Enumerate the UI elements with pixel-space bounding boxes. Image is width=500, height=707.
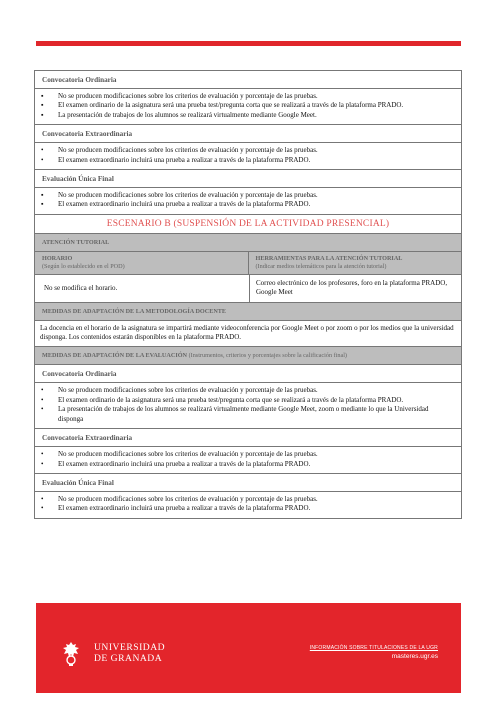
list-item: ▪ No se producen modificaciones sobre los criterios de evaluación y porcentaje de las pruebas. [41,191,455,200]
section-title-unica-b: Evaluación Única Final [35,474,461,492]
footer-banner [36,603,461,693]
section-body-extraordinaria-a [35,143,461,170]
section-title-unica-a: Evaluación Única Final [35,170,461,188]
list-item: ▪ El examen extraordinario incluirá una prueba a realizar a través de la plataforma PRADO. [41,200,455,209]
list-item: • El examen ordinario de la asignatura será una prueba test/pregunta corta que se realizará a través de la plataforma PRADO. [41,396,455,405]
list-item: • El examen extraordinario incluirá una prueba a realizar a través de la plataforma PRADO. [41,504,455,513]
horario-value: No se modifica el horario. [35,275,250,302]
section-title-ordinaria-a: Convocatoria Ordinaria [35,71,461,89]
footer-info [310,645,438,660]
section-title-extraordinaria-a: Convocatoria Extraordinaria [35,125,461,143]
footer-website-link[interactable]: masteres.ugr.es [391,653,438,660]
escenario-b-heading: ESCENARIO B (SUSPENSIÓN DE LA ACTIVIDAD PRESENCIAL) [35,215,461,234]
herramientas-value: Correo electrónico de los profesores, foro en la plataforma PRADO, Google Meet [256,278,448,297]
herramientas-header [249,252,462,274]
list-item: • La presentación de trabajos de los alumnos se realizará virtualmente mediante Google Meet, zoom o mediante lo que la Universidad disponga [41,405,455,424]
atencion-header-row [35,252,461,275]
horario-title: HORARIO [42,254,73,262]
section-body-unica-a [35,188,461,215]
logo-line-2: DE GRANADA [94,652,163,664]
section-title-ordinaria-b: Convocatoria Ordinaria [35,365,461,383]
top-accent-bar [36,41,461,46]
herramientas-subtitle: (Indicar medios telemáticos para la atención tutorial) [255,262,387,270]
atencion-value-row [35,275,461,303]
list-item: • No se producen modificaciones sobre los criterios de evaluación y porcentaje de las pruebas. [41,146,455,155]
evaluacion-heading [35,347,461,365]
university-crest-icon [60,641,82,667]
guide-table [34,70,462,519]
footer-info-link[interactable]: INFORMACIÓN SOBRE TITULACIONES DE LA UGR [309,645,438,651]
list-item: • No se producen modificaciones sobre los criterios de evaluación y porcentaje de las pruebas. [41,495,455,504]
university-logo-text [94,643,165,664]
section-body-ordinaria-b [35,383,461,429]
list-item: • El examen extraordinario incluirá una prueba a realizar a través de la plataforma PRADO. [41,460,455,469]
atencion-tutorial-heading: ATENCIÓN TUTORIAL [35,234,461,252]
evaluacion-title: MEDIDAS DE ADAPTACIÓN DE LA EVALUACIÓN [42,352,188,360]
herramientas-title: HERRAMIENTAS PARA LA ATENCIÓN TUTORIAL [255,254,403,262]
horario-header [35,252,249,274]
list-item: • No se producen modificaciones sobre los criterios de evaluación y porcentaje de las pruebas. [41,450,455,459]
section-body-unica-b [35,492,461,518]
list-item: • No se producen modificaciones sobre los criterios de evaluación y porcentaje de las pruebas. [41,386,455,395]
list-item: ▪ La presentación de trabajos de los alumnos se realizará virtualmente mediante Google Meet. [41,111,455,120]
section-body-extraordinaria-b [35,447,461,474]
metodologia-heading: MEDIDAS DE ADAPTACIÓN DE LA METODOLOGÍA DOCENTE [35,303,461,321]
list-item: ▪ No se producen modificaciones sobre los criterios de evaluación y porcentaje de las pruebas. [41,92,455,101]
list-item: • El examen extraordinario incluirá una prueba a realizar a través de la plataforma PRADO. [41,156,455,165]
evaluacion-subtitle: (Instrumentos, criterios y porcentajes sobre la calificación final) [188,352,347,360]
horario-subtitle: (Según lo establecido en el POD) [42,262,125,270]
metodologia-text: La docencia en el horario de la asignatura se impartirá mediante videoconferencia por Google Meet o por zoom o por los medios que la universidad disponga. Los contenidos estarán disponibles en la plataforma PRADO. [35,321,461,348]
section-body-ordinaria-a [35,89,461,125]
logo-line-1: UNIVERSIDAD [94,642,166,653]
section-title-extraordinaria-b: Convocatoria Extraordinaria [35,429,461,447]
list-item: ▪ El examen ordinario de la asignatura será una prueba test/pregunta corta que se realizará a través de la plataforma PRADO. [41,101,455,110]
